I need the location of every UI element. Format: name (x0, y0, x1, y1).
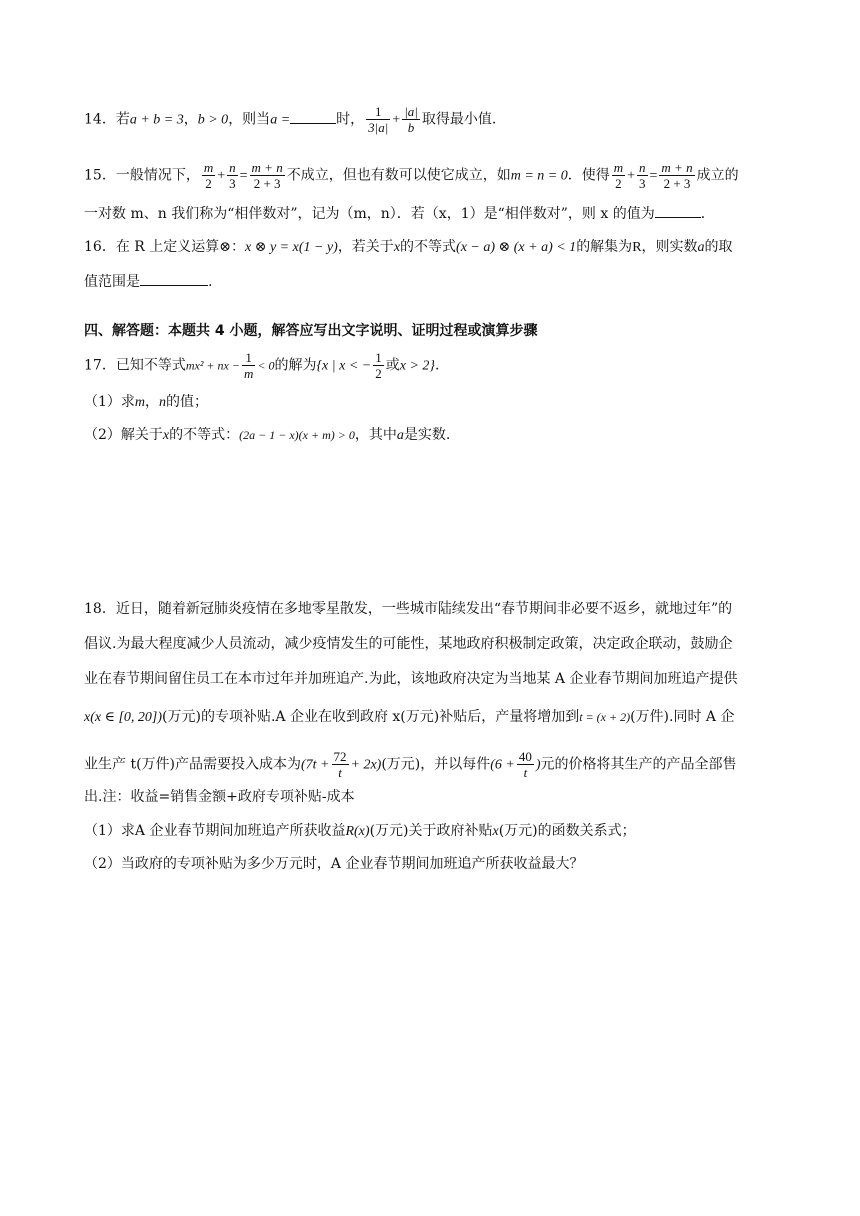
question-18-line-4: x(x ∈ [0, 20])(万元)的专项补贴.A 企业在收到政府 x(万元)补贴后，产量将增加到t = (x + 2)(万件).同时 A 企 (84, 709, 735, 725)
question-17-part-1: （1）求m，n的值； (84, 394, 209, 410)
question-14: 14．若a + b = 3，b > 0，则当a = 时， $\frac{1}{3|a|}$ + $\frac{|a|}{b}$ 取得最小值. (84, 104, 497, 135)
answer-blank[interactable] (290, 109, 336, 124)
question-16: 16．在 R 上定义运算⊗：x ⊗ y = x(1 − y)，若关于x的不等式(x − a) ⊗ (x + a) < 1的解集为R，则实数a的取 (84, 239, 733, 255)
question-18-line-3: 业在春节期间留住员工在本市过年并加班追产.为此，该地政府决定为当地某 A 企业春节期间加班追产提供 (84, 671, 738, 687)
q14-number: 14． (84, 111, 116, 128)
question-18-line-1: 18．近日，随着新冠肺炎疫情在多地零星散发，一些城市陆续发出“春节期间非必要不返乡，就地过年”的 (84, 601, 733, 617)
question-18-part-1: （1）求A 企业春节期间加班追产所获收益R(x)(万元)关于政府补贴x(万元)的函数关系式； (84, 823, 636, 839)
question-17: 17．已知不等式mx² + nx − $\frac{1}{m}$ < 0的解为{x | x < − $\frac{1}{2}$ 或x > 2}. (84, 350, 440, 381)
fraction: $\frac{m + n}{2 + 3}$ (251, 160, 283, 191)
question-16-line2: 值范围是 . (84, 271, 800, 292)
fraction: $\frac{|a|}{b}$ (404, 104, 418, 135)
fraction: $\frac{n}{3}$ (229, 160, 236, 191)
question-18-part-2: （2）当政府的专项补贴为多少万元时，A 企业春节期间加班追产所获收益最大？ (84, 856, 584, 872)
question-18-line-6: 出.注：收益=销售金额+政府专项补贴-成本 (84, 789, 355, 805)
fraction: $\frac{1}{3|a|}$ (368, 104, 389, 135)
q16-number: 16． (84, 239, 116, 255)
answer-blank[interactable] (655, 203, 701, 218)
fraction: $\frac{n}{3}$ (639, 160, 646, 191)
fraction: $\frac{m}{2}$ (613, 160, 624, 191)
fraction: $\frac{40}{t}$ (518, 749, 532, 780)
q15-number: 15． (84, 167, 116, 184)
q14-expr: a + b = 3 (129, 112, 184, 128)
q17-number: 17． (84, 357, 116, 374)
fraction: $\frac{m}{2}$ (203, 160, 214, 191)
answer-blank[interactable] (140, 271, 208, 286)
fraction: $\frac{72}{t}$ (333, 749, 347, 780)
question-18-line-2: 倡议.为最大程度减少人员流动，减少疫情发生的可能性，某地政府积极制定政策，决定政企联动，鼓励企 (84, 636, 733, 652)
fraction: $\frac{1}{m}$ (243, 350, 254, 381)
section-heading: 四、解答题：本题共 4 小题，解答应写出文字说明、证明过程或演算步骤 (84, 323, 538, 339)
fraction: $\frac{m + n}{2 + 3}$ (661, 160, 693, 191)
question-15-line2: 一对数 m、n 我们称为“相伴数对”，记为（m，n）．若（x，1）是“相伴数对”，则 x 的值为 ． (84, 203, 800, 224)
question-15: 15．一般情况下， $\frac{m}{2}$ + $\frac{n}{3}$ = $\frac{m + n}{2 + 3}$ 不成立，但也有数可以使它成立，如m = n = 0．使得 $\frac{m}{2}$ + $\frac{n}{3}$ = $\frac{m + n}{2 + 3}$ 成立的 (84, 160, 739, 191)
fraction: $\frac{1}{2}$ (375, 350, 382, 381)
question-17-part-2: （2）解关于x的不等式：(2a − 1 − x)(x + m) > 0，其中a是实数. (84, 427, 451, 443)
question-18-line-5: 业生产 t(万件)产品需要投入成本为(7t + $\frac{72}{t}$ + 2x)(万元)，并以每件(6 + $\frac{40}{t}$ )元的价格将其生产的产品全部售 (84, 749, 737, 780)
